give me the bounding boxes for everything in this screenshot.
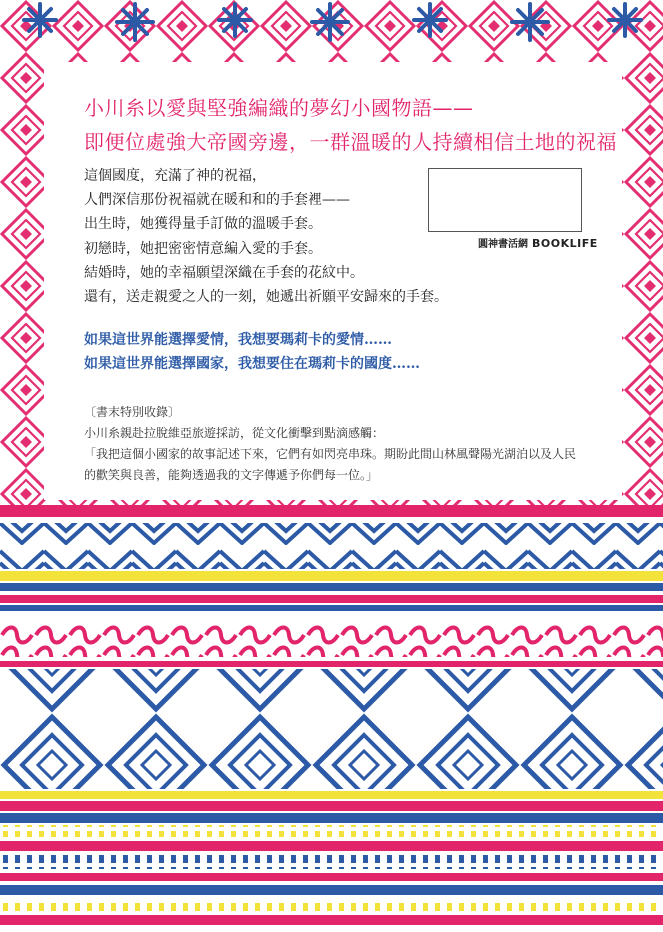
bonus-line: 的歡笑與良善，能夠透過我的文字傳遞予你們每一位。」 [84,468,379,482]
barcode-placeholder [428,168,582,232]
headline-line-1: 小川糸以愛與堅強編織的夢幻小國物語—— [84,96,474,120]
pattern-background-bottom [0,505,663,932]
bonus-section [84,402,576,486]
publisher-brand: BOOKLIFE [532,237,598,250]
bonus-line: 「我把這個小國家的故事記述下來，它們有如閃亮串珠。期盼此間山林風聲陽光湖泊以及人民 [84,447,577,461]
body-line: 人們深信那份祝福就在暖和和的手套裡—— [84,192,350,209]
publisher-name: 圓神書活網 [478,239,528,250]
highlight-text [84,328,420,376]
body-line: 這個國度，充滿了神的祝福， [84,168,266,184]
body-line: 結婚時，她的幸福願望深織在手套的花紋中。 [84,264,364,281]
body-line: 出生時，她獲得量手訂做的溫暖手套。 [84,216,322,233]
text-panel [44,62,622,500]
body-text [84,164,448,309]
body-line: 還有，送走親愛之人的一刻，她遞出祈願平安歸來的手套。 [84,289,448,306]
headline-line-2: 即便位處強大帝國旁邊，一群溫暖的人持續相信土地的祝福 [84,130,617,154]
publisher-logo [478,235,598,250]
highlight-line: 如果這世界能選擇國家，我想要住在瑪莉卡的國度…… [84,356,420,372]
bonus-heading: 〔書末特別收錄〕 [84,405,181,419]
highlight-line: 如果這世界能選擇愛情，我想要瑪莉卡的愛情…… [84,332,392,348]
body-line: 初戀時，她把密密情意編入愛的手套。 [84,240,322,257]
bonus-line: 小川糸親赴拉脫維亞旅遊採訪，從文化衝擊到點滴感觸： [84,426,385,440]
